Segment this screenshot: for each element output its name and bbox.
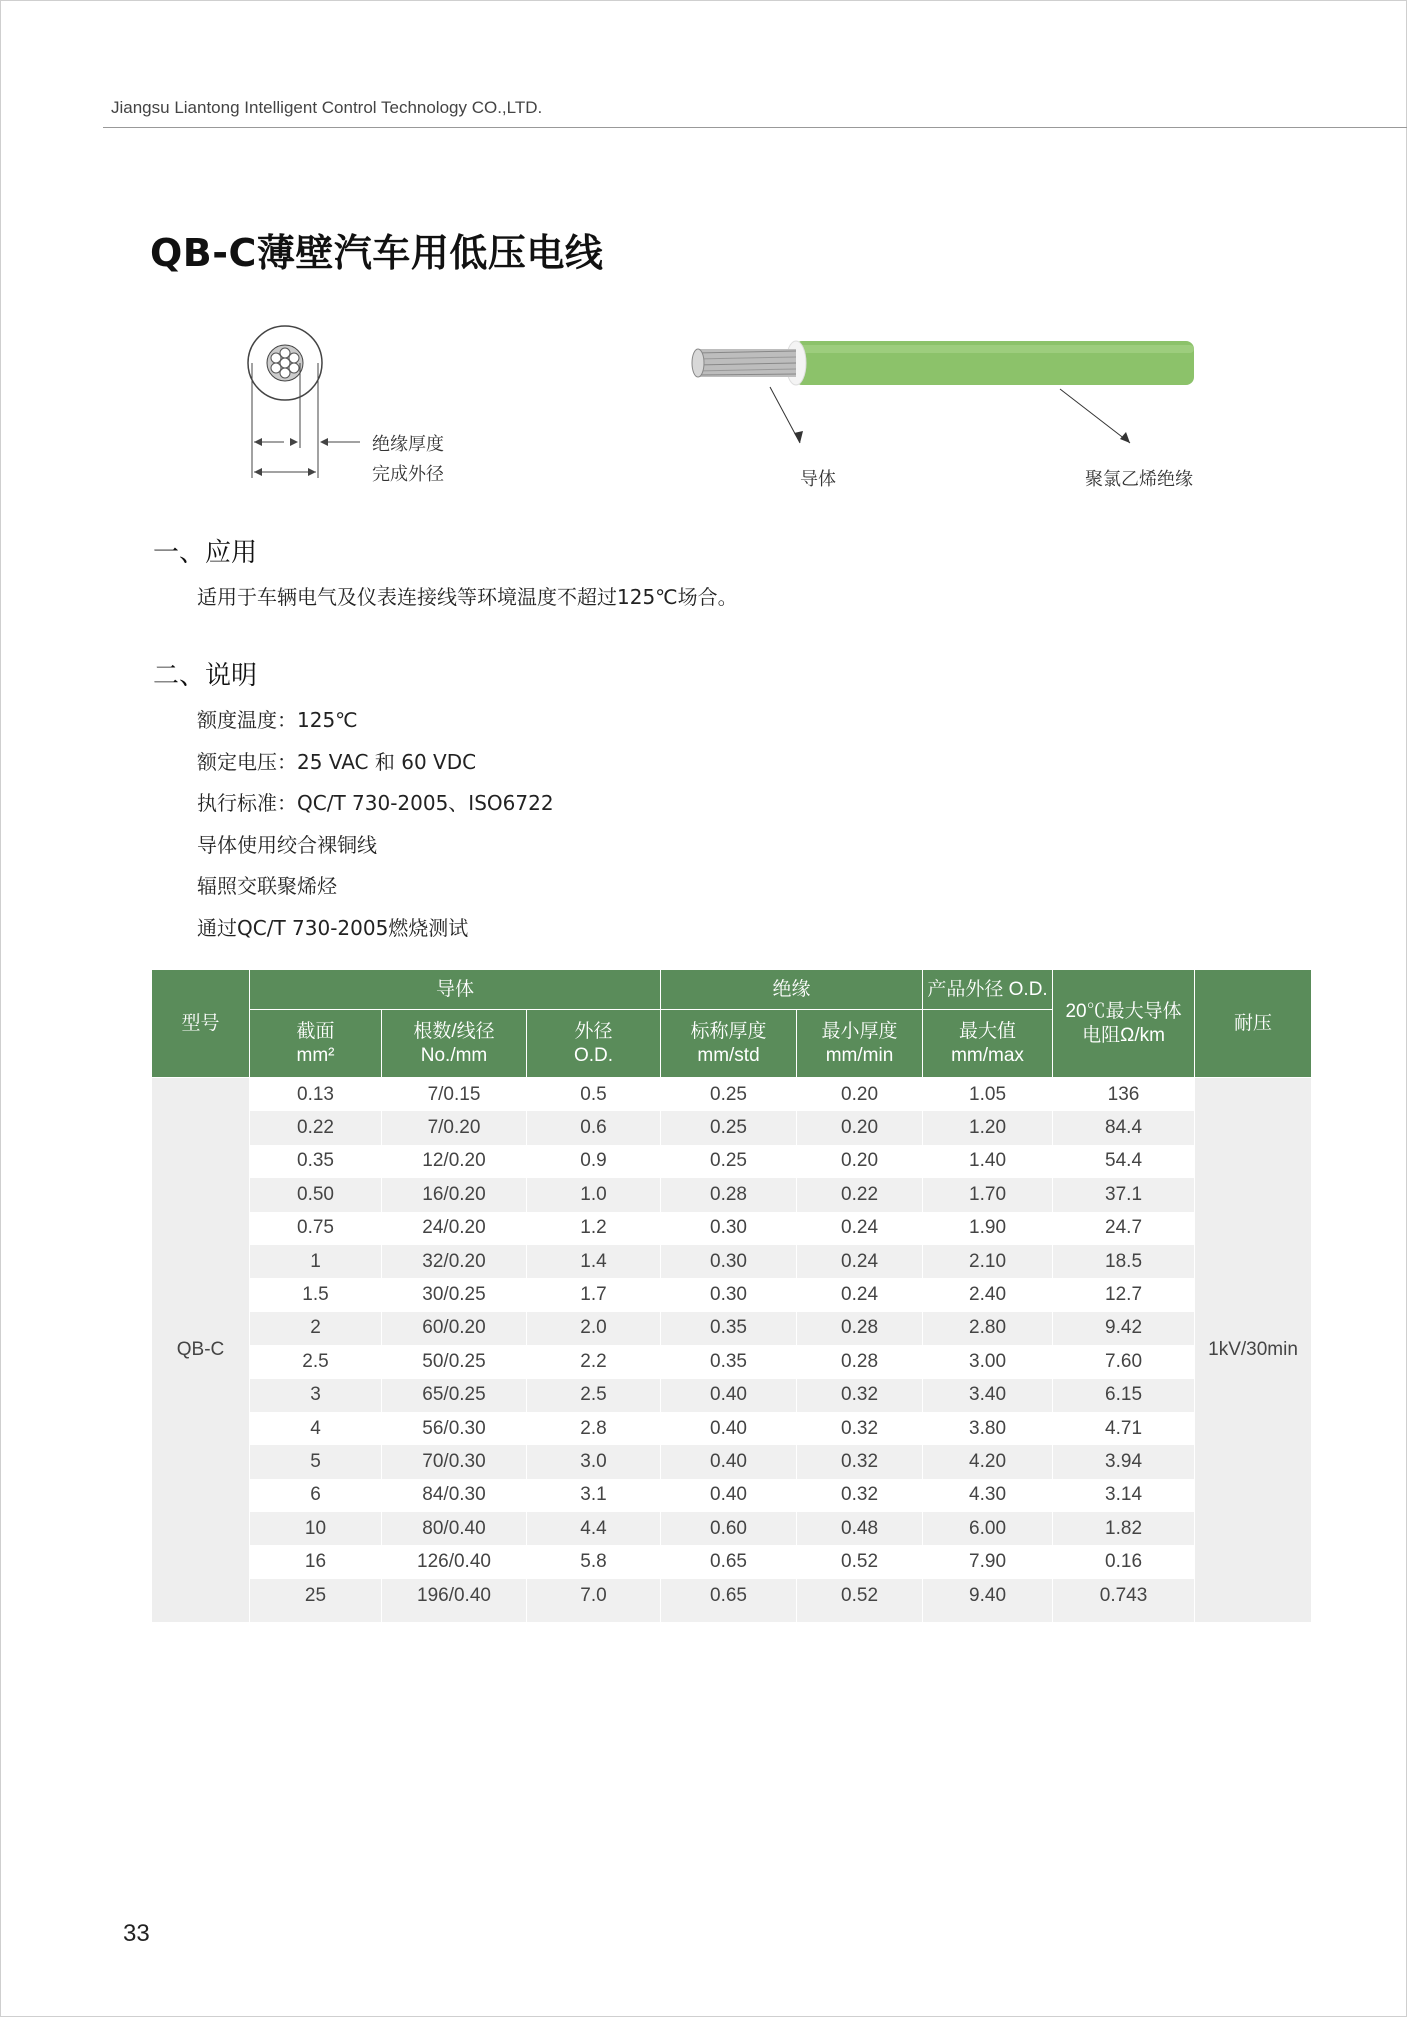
table-row [152,1178,1312,1211]
padding-cell [382,1612,527,1622]
table-cell: 1.5 [250,1278,382,1311]
table-cell: 1 [250,1245,382,1278]
table-cell: 4.30 [923,1479,1053,1512]
header-min: 最小厚度 mm/min [797,1010,923,1078]
page-title: QB-C薄壁汽车用低压电线 [150,231,604,275]
header-divider [103,127,1407,128]
table-cell: 37.1 [1053,1178,1195,1211]
table-cell: 16/0.20 [382,1178,527,1211]
spec-line: 额定电压：25 VAC 和 60 VDC [197,750,477,774]
table-cell: 0.35 [250,1145,382,1178]
table-cell: 136 [1053,1078,1195,1112]
table-cell: 0.20 [797,1111,923,1144]
table-cell: 84/0.30 [382,1479,527,1512]
table-cell: 0.25 [661,1145,797,1178]
padding-cell [661,1612,797,1622]
padding-cell [1053,1612,1195,1622]
table-cell: 84.4 [1053,1111,1195,1144]
conductor-label: 导体 [800,469,836,490]
table-row [152,1545,1312,1578]
table-cell: 0.40 [661,1479,797,1512]
padding-cell [797,1612,923,1622]
header-strands: 根数/线径 No./mm [382,1010,527,1078]
table-cell: 0.52 [797,1545,923,1578]
table-cell: 3.40 [923,1379,1053,1412]
table-cell: 1.4 [527,1245,661,1278]
table-cell: 1.05 [923,1078,1053,1112]
table-row [152,1479,1312,1512]
table-cell: 1.0 [527,1178,661,1211]
table-cell: 9.42 [1053,1312,1195,1345]
table-row [152,1212,1312,1245]
table-cell: 0.32 [797,1445,923,1478]
table-cell: 32/0.20 [382,1245,527,1278]
table-row [152,1379,1312,1412]
table-cell: 9.40 [923,1579,1053,1612]
table-cell: 0.60 [661,1512,797,1545]
table-cell: 0.28 [661,1178,797,1211]
table-row [152,1579,1312,1612]
cross-section-diagram [240,318,480,488]
header-resistance: 20℃最大导体 电阻Ω/km [1053,970,1195,1078]
padding-cell [923,1612,1053,1622]
table-cell: 2.10 [923,1245,1053,1278]
table-cell: 0.75 [250,1212,382,1245]
table-cell: 0.65 [661,1579,797,1612]
table-cell: 24.7 [1053,1212,1195,1245]
table-cell: 0.13 [250,1078,382,1112]
table-cell: 6.15 [1053,1379,1195,1412]
table-cell: 0.30 [661,1278,797,1311]
table-cell: 0.32 [797,1379,923,1412]
table-cell: 0.9 [527,1145,661,1178]
padding-cell [250,1612,382,1622]
table-cell: 12.7 [1053,1278,1195,1311]
table-cell: 4.4 [527,1512,661,1545]
table-row [152,1111,1312,1144]
table-cell: 70/0.30 [382,1445,527,1478]
spec-line: 导体使用绞合裸铜线 [197,833,377,857]
table-cell: 24/0.20 [382,1212,527,1245]
table-cell: 7.90 [923,1545,1053,1578]
table-cell: 0.50 [250,1178,382,1211]
table-cell: 0.32 [797,1479,923,1512]
table-cell: 5 [250,1445,382,1478]
table-cell: 0.48 [797,1512,923,1545]
company-header: Jiangsu Liantong Intelligent Control Technology CO.,LTD. [111,98,543,117]
wire-diagram [690,335,1210,495]
table-cell: 2 [250,1312,382,1345]
wire-svg [690,335,1210,460]
table-row [152,1445,1312,1478]
table-cell: 2.5 [527,1379,661,1412]
table-cell: 1.7 [527,1278,661,1311]
table-cell: 2.5 [250,1345,382,1378]
table-cell: 0.32 [797,1412,923,1445]
table-cell: 1.20 [923,1111,1053,1144]
table-cell: 0.30 [661,1212,797,1245]
header-od: 产品外径 O.D. [923,970,1053,1010]
table-cell: 56/0.30 [382,1412,527,1445]
table-cell: 126/0.40 [382,1545,527,1578]
table-cell: 7/0.15 [382,1078,527,1112]
table-cell: 0.24 [797,1278,923,1311]
table-cell: 0.65 [661,1545,797,1578]
table-cell: 3.80 [923,1412,1053,1445]
table-cell: 25 [250,1579,382,1612]
table-cell: 6.00 [923,1512,1053,1545]
table-cell: 2.80 [923,1312,1053,1345]
table-cell: 1.40 [923,1145,1053,1178]
table-cell: 1.2 [527,1212,661,1245]
table-cell: 2.2 [527,1345,661,1378]
table-cell: 7/0.20 [382,1111,527,1144]
table-cell: 0.24 [797,1212,923,1245]
table-row [152,1278,1312,1311]
table-cell: 0.35 [661,1345,797,1378]
table-row [152,1412,1312,1445]
table-cell: 0.16 [1053,1545,1195,1578]
spec-line: 额度温度：125℃ [197,708,358,732]
table-cell: 12/0.20 [382,1145,527,1178]
header-section: 截面 mm² [250,1010,382,1078]
table-cell: 0.30 [661,1245,797,1278]
table-cell: 0.22 [797,1178,923,1211]
table-cell: 3.94 [1053,1445,1195,1478]
header-voltage: 耐压 [1195,970,1312,1078]
table-cell: 4.71 [1053,1412,1195,1445]
table-row [152,1145,1312,1178]
table-cell: 0.40 [661,1445,797,1478]
table-row [152,1512,1312,1545]
header-max-od: 最大值 mm/max [923,1010,1053,1078]
application-text: 适用于车辆电气及仪表连接线等环境温度不超过125℃场合。 [197,585,738,609]
section-application-heading: 一、应用 [153,538,258,568]
table-cell: 7.0 [527,1579,661,1612]
table-cell: 1.82 [1053,1512,1195,1545]
header-insulation: 绝缘 [661,970,923,1010]
page-number: 33 [123,1920,150,1947]
cross-section-svg [240,318,480,488]
table-cell: 0.20 [797,1145,923,1178]
table-cell: 196/0.40 [382,1579,527,1612]
table-cell: 3.14 [1053,1479,1195,1512]
table-cell: 0.6 [527,1111,661,1144]
table-cell: 60/0.20 [382,1312,527,1345]
table-cell: 0.22 [250,1111,382,1144]
insulation-label: 聚氯乙烯绝缘 [1085,469,1193,490]
table-cell: 65/0.25 [382,1379,527,1412]
padding-cell [527,1612,661,1622]
table-cell: 0.28 [797,1345,923,1378]
table-cell: 10 [250,1512,382,1545]
table-row [152,1078,1312,1112]
table-cell: 1.90 [923,1212,1053,1245]
spec-table [151,969,1312,1622]
table-cell: 4.20 [923,1445,1053,1478]
table-row [152,1245,1312,1278]
od-label: 完成外径 [372,464,444,485]
table-padding-row [152,1612,1312,1622]
table-cell: 1.70 [923,1178,1053,1211]
table-cell: 0.28 [797,1312,923,1345]
table-cell: 0.35 [661,1312,797,1345]
table-cell: 16 [250,1545,382,1578]
table-cell: 0.40 [661,1412,797,1445]
table-row [152,1312,1312,1345]
thickness-label: 绝缘厚度 [372,434,444,455]
table-cell: 3.1 [527,1479,661,1512]
spec-table-body [152,1078,1312,1623]
table-cell: 3 [250,1379,382,1412]
voltage-cell: 1kV/30min [1195,1078,1312,1623]
table-cell: 5.8 [527,1545,661,1578]
header-nominal: 标称厚度 mm/std [661,1010,797,1078]
model-cell: QB-C [152,1078,250,1623]
header-cond-od: 外径 O.D. [527,1010,661,1078]
table-cell: 0.24 [797,1245,923,1278]
table-cell: 54.4 [1053,1145,1195,1178]
table-cell: 0.52 [797,1579,923,1612]
section-description-heading: 二、说明 [153,661,258,691]
table-cell: 30/0.25 [382,1278,527,1311]
table-cell: 18.5 [1053,1245,1195,1278]
table-cell: 2.8 [527,1412,661,1445]
spec-line: 通过QC/T 730-2005燃烧测试 [197,916,469,940]
table-cell: 0.743 [1053,1579,1195,1612]
table-cell: 4 [250,1412,382,1445]
table-cell: 0.20 [797,1078,923,1112]
table-cell: 50/0.25 [382,1345,527,1378]
header-conductor: 导体 [250,970,661,1010]
table-cell: 2.40 [923,1278,1053,1311]
header-model: 型号 [152,970,250,1078]
table-cell: 3.00 [923,1345,1053,1378]
spec-line: 执行标准：QC/T 730-2005、ISO6722 [197,791,554,815]
table-cell: 6 [250,1479,382,1512]
spec-line: 辐照交联聚烯烃 [197,874,337,898]
table-cell: 7.60 [1053,1345,1195,1378]
table-cell: 0.40 [661,1379,797,1412]
table-cell: 0.5 [527,1078,661,1112]
table-row [152,1345,1312,1378]
table-cell: 0.25 [661,1111,797,1144]
table-cell: 2.0 [527,1312,661,1345]
table-cell: 80/0.40 [382,1512,527,1545]
table-cell: 3.0 [527,1445,661,1478]
table-cell: 0.25 [661,1078,797,1112]
